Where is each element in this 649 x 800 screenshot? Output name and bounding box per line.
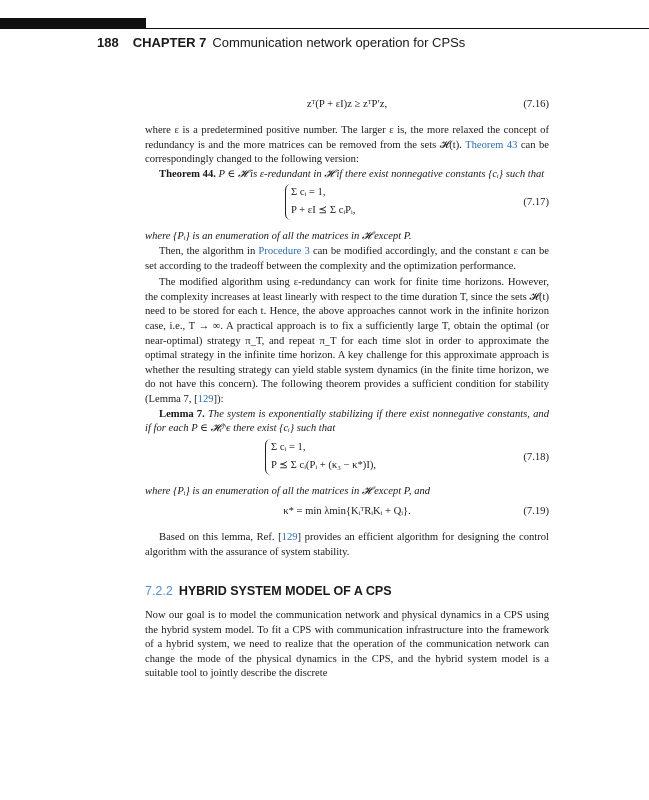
equation-line: Σ cᵢ = 1, [271,441,306,453]
equation-number: (7.16) [523,99,549,110]
chapter-title: Communication network operation for CPSs [212,35,466,50]
section-number: 7.2.2 [145,584,173,599]
equation-line: P ⪯ Σ cᵢ(Pᵢ + (κ₃ − κ*)I), [271,459,377,471]
text: Based on this lemma, Ref. [ [159,532,282,544]
page-body [145,92,549,682]
citation-link[interactable]: 129 [281,532,298,544]
equation-line: Σ cᵢ = 1, [291,187,326,199]
theorem-link[interactable]: Theorem 43 [465,139,518,151]
text: Then, the algorithm in [159,245,256,257]
text: where ε is a predetermined positive number. The larger ε is, the more relaxed the concept of redundancy is and the more matrices can be removed from the sets 𝓗(t). [145,125,549,151]
header-rule [146,28,649,29]
equation-math: κ* = min λmin{KᵢᵀRᵢKᵢ + Qᵢ}. [283,506,411,518]
lemma-label: Lemma 7. [159,408,205,420]
theorem-44 [145,168,549,183]
equation-number: (7.17) [523,197,549,209]
page-number: 188 [97,35,119,50]
lemma-7 [145,408,549,437]
equation-line: P + εI ⪯ Σ cᵢPᵢ, [291,205,356,217]
theorem-label: Theorem 44. [159,168,216,180]
text: ]): [213,393,224,405]
citation-link[interactable]: 129 [197,393,214,405]
header-bar [0,18,146,29]
equation-system [285,184,355,220]
equation-7-19 [145,499,549,525]
paragraph [145,276,549,407]
section-heading [145,584,549,599]
paragraph: where {Pᵢ} is an enumeration of all the matrices in 𝓗 except P. [145,231,412,243]
equation-system [265,439,376,475]
paragraph [145,531,549,560]
running-head [97,35,465,50]
paragraph [145,124,549,168]
paragraph [145,245,549,274]
section-title: HYBRID SYSTEM MODEL OF A CPS [178,584,392,599]
text: ] provides an efficient algorithm for designing the control algorithm with the assurance of system stability. [145,532,550,558]
equation-7-17 [145,182,549,226]
equation-7-16 [145,92,549,118]
theorem-text: P ∈ 𝓗 is ε-redundant in 𝓗 if there exist nonnegative constants {cᵢ} such that [218,168,545,180]
equation-number: (7.19) [523,506,549,518]
paragraph: Now our goal is to model the communication network and physical dynamics in a CPS using the hybrid system model. To fit a CPS with communication infrastructure into the framework of a hybrid system, we need to realize that the operation of the communication network can change the mode of the physical dynamics in the CPS, and the hybrid system model is a suitable tool to jointly describe the discrete [145,610,549,680]
equation-7-18 [145,437,549,481]
procedure-link[interactable]: Procedure 3 [258,245,310,257]
text: can be modified accordingly, and the constant ε can be set according to the tradeoff between the complexity and the optimization performance. [145,245,549,272]
text: The modified algorithm using ε-redundancy can work for finite time horizons. However, the complexity increases at least linearly with respect to the time duration T, since the sets 𝓗(t) need to be stored for each t. Hence, the above approaches cannot work in the infinite horizon case, i.e., T → ∞. A practical approach is to fix a sufficiently large T, obtain the optimal (or near-optimal) strategy π_T, and repeat π_T for each time slot in order to approximate the optimal strategy in the infinite time horizon. A key challenge for this approximate approach is whether the resulting strategy can yield stable system dynamics (in the finite time horizon, we do not have this concern). The following theorem provides a sufficient condition for stability (Lemma 7, [ [145,277,549,405]
paragraph: where {Pᵢ} is an enumeration of all the matrices in 𝓗 except P, and [145,485,431,497]
lemma-text: The system is exponentially stabilizing if there exist nonnegative constants, and if for each P ∈ 𝓗ᵢ^ε there exist {cᵢ} such that [145,408,549,435]
equation-math: zᵀ(P + εI)z ≥ zᵀP′z, [306,99,388,110]
chapter-label: CHAPTER 7 [132,35,207,50]
text: can be correspondingly changed to the following version: [145,139,549,166]
equation-number: (7.18) [523,451,549,463]
